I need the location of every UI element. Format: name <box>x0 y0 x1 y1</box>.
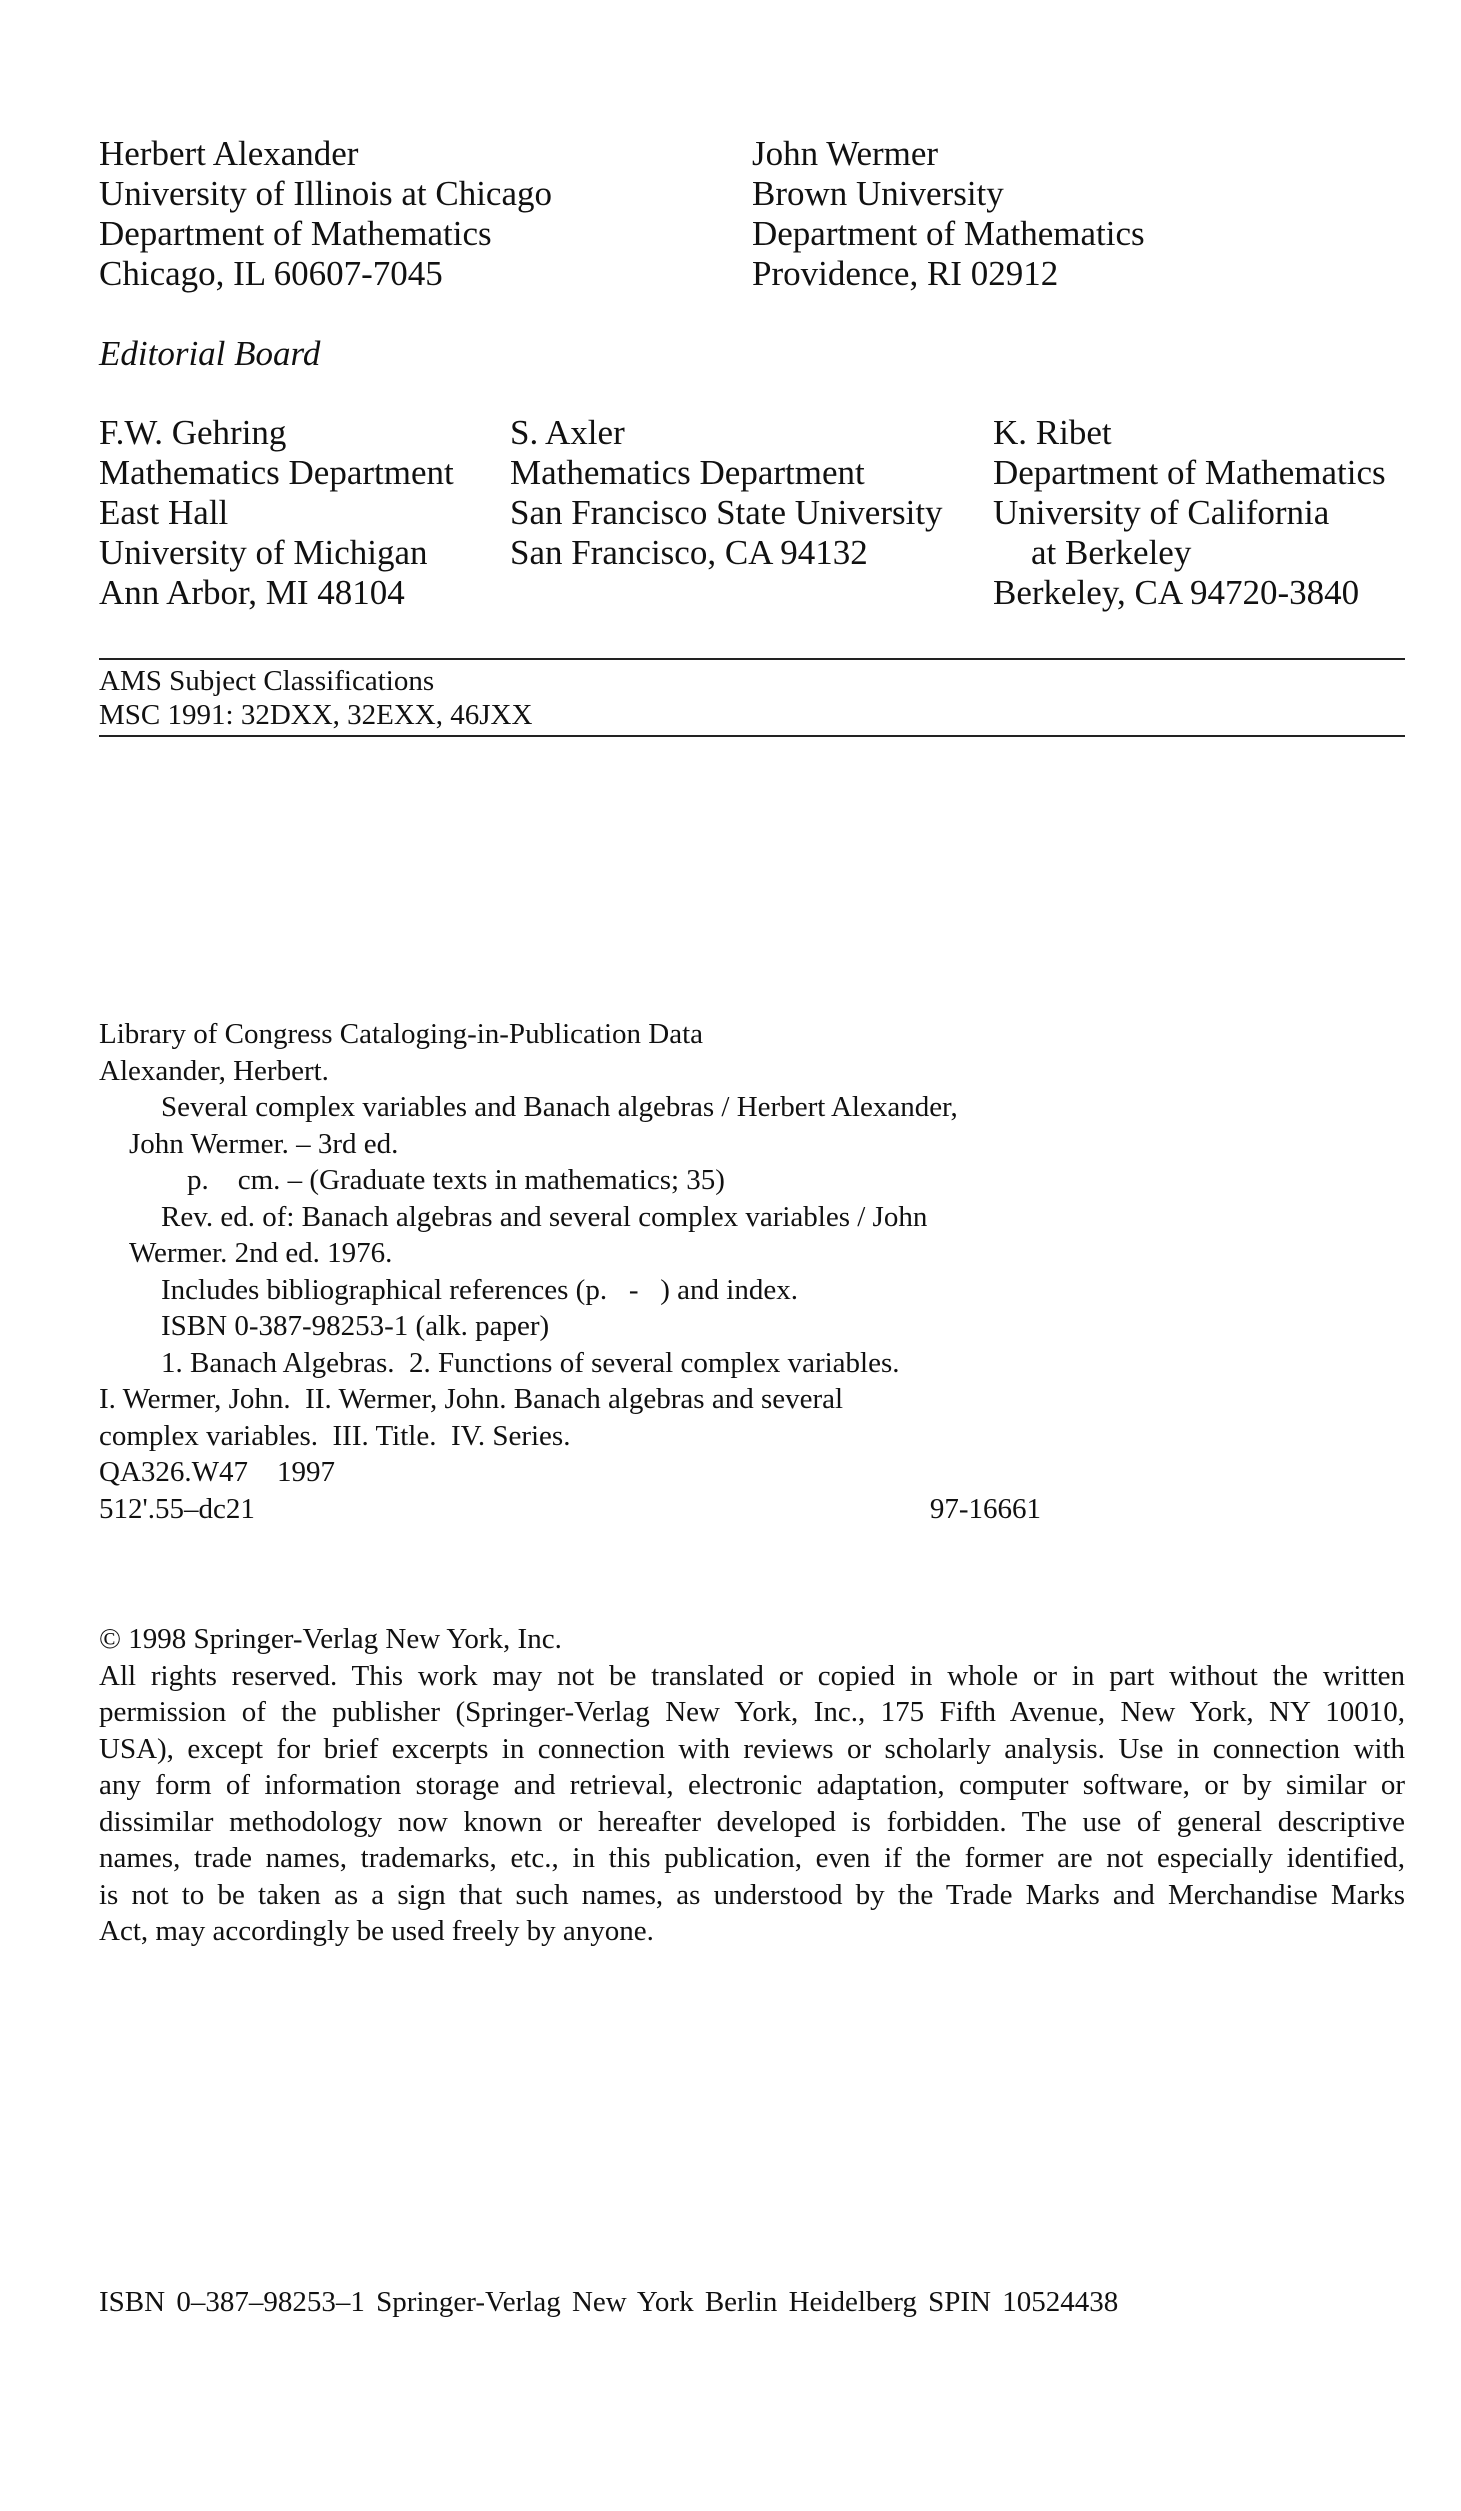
board-member-name: K. Ribet <box>993 413 1112 452</box>
board-member-line: San Francisco, CA 94132 <box>510 533 868 572</box>
cip-line: Several complex variables and Banach algebras / Herbert Alexander, <box>161 1091 958 1123</box>
board-member-name: S. Axler <box>510 413 625 452</box>
cip-line: Wermer. 2nd ed. 1976. <box>129 1237 393 1269</box>
ams-classification <box>99 664 532 732</box>
copyright-notice <box>99 1621 1405 1950</box>
author-block-alexander <box>99 134 552 294</box>
rights-line: names, trade names, trademarks, etc., in this publication, even if the former are not especially identified, <box>99 1842 1405 1874</box>
cip-lccn: 97-16661 <box>929 1492 1041 1525</box>
cip-dewey: 512'.55–dc21 <box>99 1492 255 1525</box>
rights-line: USA), except for brief excerpts in connection with reviews or scholarly analysis. Use in connection with <box>99 1732 1405 1765</box>
board-member-line: Mathematics Department <box>510 453 865 492</box>
divider-rule <box>99 658 1405 660</box>
cip-last-row <box>99 1491 1041 1528</box>
author-institution: University of Illinois at Chicago <box>99 174 552 213</box>
rights-line: is not to be taken as a sign that such names, as understood by the Trade Marks and Merchandise Marks <box>99 1878 1405 1911</box>
board-member-axler <box>510 413 943 573</box>
board-member-line: Department of Mathematics <box>993 453 1386 492</box>
cip-author: Alexander, Herbert. <box>99 1054 329 1087</box>
board-member-line: Ann Arbor, MI 48104 <box>99 573 405 612</box>
cip-line: John Wermer. – 3rd ed. <box>129 1127 399 1160</box>
divider-rule <box>99 735 1405 737</box>
board-member-line: Mathematics Department <box>99 453 454 492</box>
cip-line: 1. Banach Algebras. 2. Functions of several complex variables. <box>161 1346 900 1379</box>
author-name: John Wermer <box>752 134 939 173</box>
author-address: Chicago, IL 60607-7045 <box>99 254 443 293</box>
cip-line: p. cm. – (Graduate texts in mathematics; 35) <box>187 1164 725 1196</box>
board-member-line: University of California <box>993 493 1330 532</box>
cip-data <box>99 1016 1059 1527</box>
cip-line: ISBN 0-387-98253-1 (alk. paper) <box>161 1310 550 1342</box>
board-member-line: San Francisco State University <box>510 493 943 532</box>
board-member-line: Berkeley, CA 94720-3840 <box>993 573 1360 612</box>
editorial-board-title: Editorial Board <box>99 334 321 373</box>
author-block-wermer <box>752 134 1145 294</box>
author-name: Herbert Alexander <box>99 134 359 173</box>
cip-line: Rev. ed. of: Banach algebras and several complex variables / John <box>161 1200 928 1233</box>
board-member-ribet <box>993 413 1386 613</box>
board-member-gehring <box>99 413 454 613</box>
ams-heading: AMS Subject Classifications <box>99 665 435 697</box>
cip-heading: Library of Congress Cataloging-in-Publication Data <box>99 1018 704 1050</box>
cip-lc-class: QA326.W47 1997 <box>99 1456 336 1488</box>
author-department: Department of Mathematics <box>99 214 492 253</box>
cip-line: I. Wermer, John. II. Wermer, John. Banach algebras and several <box>99 1383 844 1415</box>
board-member-line: at Berkeley <box>1031 533 1192 572</box>
author-department: Department of Mathematics <box>752 214 1145 253</box>
copyright-line: © 1998 Springer-Verlag New York, Inc. <box>99 1623 562 1655</box>
rights-line: permission of the publisher (Springer-Verlag New York, Inc., 175 Fifth Avenue, New York, NY 10010, <box>99 1696 1405 1728</box>
board-member-line: University of Michigan <box>99 533 428 572</box>
msc-codes: MSC 1991: 32DXX, 32EXX, 46JXX <box>99 699 533 731</box>
cip-line: Includes bibliographical references (p. - ) and index. <box>161 1273 798 1306</box>
rights-line: All rights reserved. This work may not be translated or copied in whole or in part without the written <box>99 1659 1405 1692</box>
board-member-line: East Hall <box>99 493 229 532</box>
author-institution: Brown University <box>752 174 1004 213</box>
rights-line: any form of information storage and retrieval, electronic adaptation, computer software, or by similar or <box>99 1769 1405 1801</box>
board-member-name: F.W. Gehring <box>99 413 287 452</box>
cip-line: complex variables. III. Title. IV. Series. <box>99 1419 571 1452</box>
isbn-footer: ISBN 0–387–98253–1 Springer-Verlag New York Berlin Heidelberg SPIN 10524438 <box>99 2286 1119 2318</box>
rights-line: Act, may accordingly be used freely by anyone. <box>99 1915 654 1947</box>
author-address: Providence, RI 02912 <box>752 254 1059 293</box>
rights-line: dissimilar methodology now known or hereafter developed is forbidden. The use of general descriptive <box>99 1805 1405 1838</box>
